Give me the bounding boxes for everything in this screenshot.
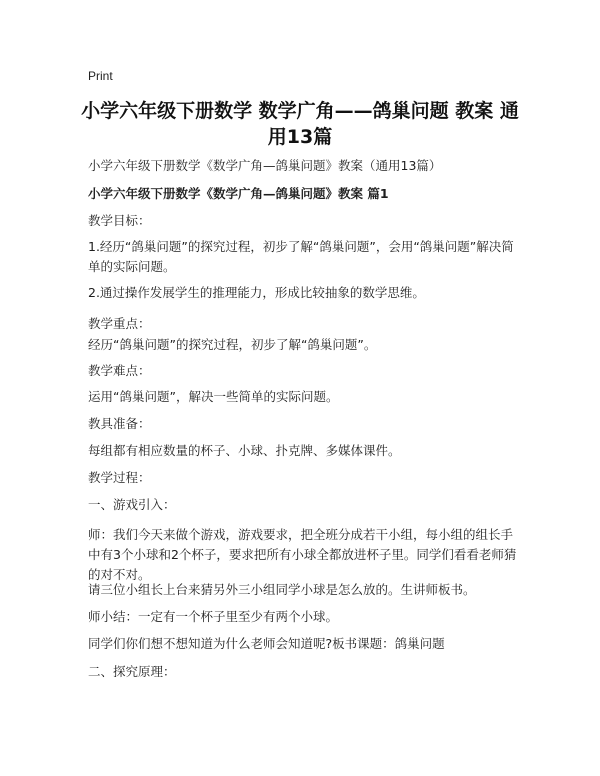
section-heading: 小学六年级下册数学《数学广角—鸽巢问题》教案 篇1 xyxy=(88,186,389,201)
paragraph-explore-label: 二、探究原理： xyxy=(88,664,176,679)
print-link[interactable]: Print xyxy=(88,69,113,83)
paragraph-teacher-summary: 师小结：一定有一个杯子里至少有两个小球。 xyxy=(88,609,339,624)
paragraph-difficulties-label: 教学难点： xyxy=(88,363,151,378)
paragraph-goal-2: 2.通过操作发展学生的推理能力，形成比较抽象的数学思维。 xyxy=(88,285,425,300)
paragraph-materials-label: 教具准备： xyxy=(88,416,151,431)
paragraph-game-intro-label: 一、游戏引入： xyxy=(88,497,176,512)
paragraph-key-points: 经历“鸽巢问题”的探究过程，初步了解“鸽巢问题”。 xyxy=(88,337,377,352)
paragraph-materials: 每组都有相应数量的杯子、小球、扑克牌、多媒体课件。 xyxy=(88,443,401,458)
paragraph-difficulties: 运用“鸽巢问题”，解决一些简单的实际问题。 xyxy=(88,389,339,404)
document-title: 小学六年级下册数学 数学广角——鸽巢问题 教案 通用13篇 xyxy=(81,100,519,148)
paragraph-group-leaders: 请三位小组长上台来猜另外三小组同学小球是怎么放的。生讲师板书。 xyxy=(88,582,476,597)
paragraph-goal-1: 1.经历“鸽巢问题”的探究过程，初步了解“鸽巢问题”，会用“鸽巢问题”解决简单的实际问题。 xyxy=(88,239,514,274)
paragraph-teacher-game: 师：我们今天来做个游戏，游戏要求，把全班分成若干小组，每小组的组长手中有3个小球和2个杯子，要求把所有小球全都放进杯子里。同学们看看老师猜的对不对。 xyxy=(88,527,517,582)
document-subtitle: 小学六年级下册数学《数学广角—鸽巢问题》教案（通用13篇） xyxy=(88,158,442,173)
paragraph-key-points-label: 教学重点： xyxy=(88,316,151,331)
paragraph-process-label: 教学过程： xyxy=(88,470,151,485)
paragraph-lesson-topic: 同学们你们想不想知道为什么老师会知道呢?板书课题：鸽巢问题 xyxy=(88,636,445,651)
paragraph-teaching-goals-label: 教学目标： xyxy=(88,213,151,228)
